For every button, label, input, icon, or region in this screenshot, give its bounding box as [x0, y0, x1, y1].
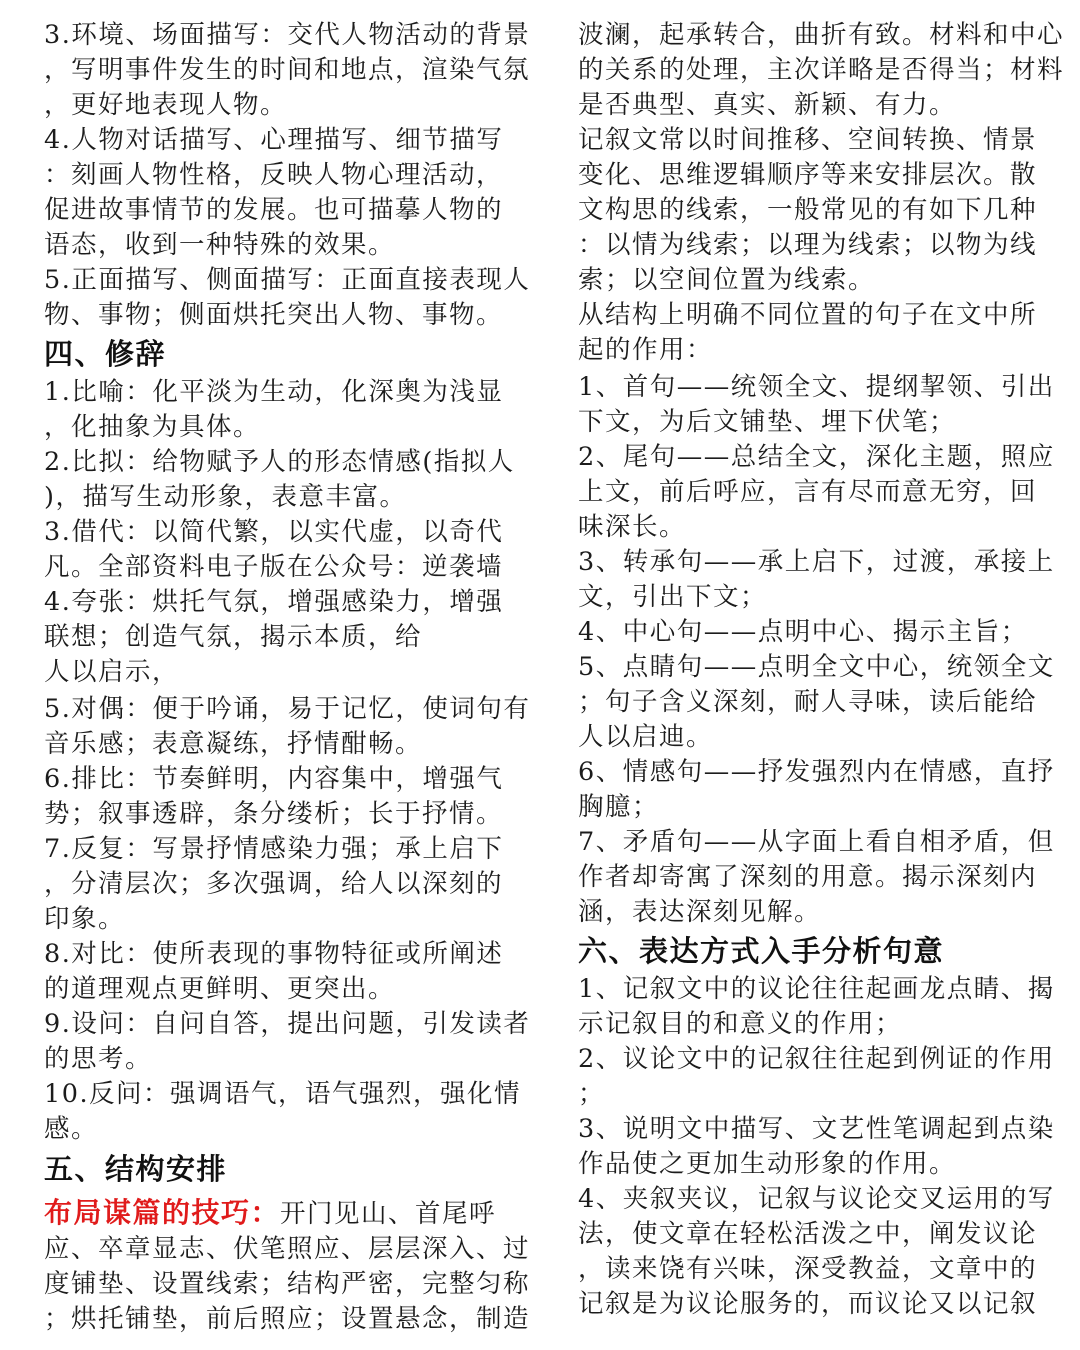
text-line: 起的作用：: [578, 335, 714, 365]
text-line: 凡。全部资料电子版在公众号：逆袭墙: [44, 552, 504, 582]
text-line: )，描写生动形象，表意丰富。: [44, 482, 407, 512]
text-line: 下文，为后文铺垫、埋下伏笔；: [578, 407, 957, 437]
text-line: 的关系的处理，主次详略是否得当；材料: [578, 55, 1065, 85]
text-line: 2、议论文中的记叙往往起到例证的作用: [578, 1044, 1055, 1074]
text-line: 2.比拟：给物赋予人的形态情感(指拟人: [44, 447, 515, 477]
text-line: 印象。: [44, 904, 126, 934]
text-line: ；: [578, 1079, 606, 1109]
layout-tips-text: 开门见山、首尾呼: [280, 1199, 497, 1229]
layout-tips-label: 布局谋篇的技巧：: [44, 1196, 281, 1229]
text-line: 3、说明文中描写、文艺性笔调起到点染: [578, 1114, 1055, 1144]
text-line: 1、记叙文中的议论往往起画龙点睛、揭: [578, 974, 1055, 1004]
text-line: 6、情感句——抒发强烈内在情感，直抒: [578, 757, 1055, 787]
text-line: 4.人物对话描写、心理描写、细节描写: [44, 125, 504, 155]
text-line: 5、点睛句——点明全文中心，统领全文: [578, 652, 1055, 682]
text-line: 记叙是为议论服务的，而议论又以记叙: [578, 1289, 1038, 1319]
text-line: 4.夸张：烘托气氛，增强感染力，增强: [44, 587, 504, 617]
text-line: 1、首句——统领全文、提纲挈领、引出: [578, 372, 1055, 402]
text-line: 作者却寄寓了深刻的用意。揭示深刻内: [578, 862, 1038, 892]
text-line: 5.正面描写、侧面描写：正面直接表现人: [44, 265, 531, 295]
section-heading-expression: 六、表达方式入手分析句意: [578, 934, 945, 968]
text-line: 促进故事情节的发展。也可描摹人物的: [44, 195, 504, 225]
section-heading-rhetoric: 四、修辞: [44, 337, 167, 371]
layout-tips-line: [44, 1195, 496, 1230]
text-line: ，读来饶有兴味，深受教益，文章中的: [578, 1254, 1038, 1284]
text-line: 索；以空间位置为线索。: [578, 265, 876, 295]
text-line: 5.对偶：便于吟诵，易于记忆，使词句有: [44, 694, 531, 724]
text-line: 4、中心句——点明中心、揭示主旨；: [578, 617, 1028, 647]
text-line: 法，使文章在轻松活泼之中，阐发议论: [578, 1219, 1038, 1249]
text-line: 物、事物；侧面烘托突出人物、事物。: [44, 300, 504, 330]
text-line: 涵，表达深刻见解。: [578, 897, 822, 927]
text-line: ：刻画人物性格，反映人物心理活动，: [44, 160, 504, 190]
text-line: 变化、思维逻辑顺序等来安排层次。散: [578, 160, 1038, 190]
text-line: 的思考。: [44, 1044, 153, 1074]
text-line: ；烘托铺垫，前后照应；设置悬念，制造: [44, 1304, 531, 1334]
text-line: 音乐感；表意凝练，抒情酣畅。: [44, 729, 423, 759]
text-line: 味深长。: [578, 512, 687, 542]
text-line: ；句子含义深刻，耐人寻味，读后能给: [578, 687, 1038, 717]
text-line: 7、矛盾句——从字面上看自相矛盾，但: [578, 827, 1055, 857]
text-line: ，分清层次；多次强调，给人以深刻的: [44, 869, 504, 899]
text-line: 1.比喻：化平淡为生动，化深奥为浅显: [44, 377, 504, 407]
text-line: 2、尾句——总结全文，深化主题，照应: [578, 442, 1055, 472]
text-line: 从结构上明确不同位置的句子在文中所: [578, 300, 1038, 330]
text-line: 应、卒章显志、伏笔照应、层层深入、过: [44, 1234, 531, 1264]
text-line: 3、转承句——承上启下，过渡，承接上: [578, 547, 1055, 577]
text-line: 文构思的线索，一般常见的有如下几种: [578, 195, 1038, 225]
text-line: 记叙文常以时间推移、空间转换、情景: [578, 125, 1038, 155]
text-line: 3.环境、场面描写：交代人物活动的背景: [44, 20, 531, 50]
text-line: ：以情为线索；以理为线索；以物为线: [578, 230, 1038, 260]
text-line: ，写明事件发生的时间和地点，渲染气氛: [44, 55, 531, 85]
text-line: 3.借代：以简代繁，以实代虚，以奇代: [44, 517, 504, 547]
text-line: 感。: [44, 1114, 99, 1144]
text-line: 势；叙事透辟，条分缕析；长于抒情。: [44, 799, 504, 829]
text-line: 10.反问：强调语气，语气强烈，强化情: [44, 1079, 522, 1109]
text-line: 人以启示，: [44, 657, 180, 687]
section-heading-structure: 五、结构安排: [44, 1152, 228, 1186]
text-line: 文，引出下文；: [578, 582, 768, 612]
text-line: 8.对比：使所表现的事物特征或所阐述: [44, 939, 504, 969]
text-line: 胸臆；: [578, 792, 660, 822]
text-line: 9.设问：自问自答，提出问题，引发读者: [44, 1009, 531, 1039]
text-line: 语态，收到一种特殊的效果。: [44, 230, 396, 260]
text-line: ，化抽象为具体。: [44, 412, 261, 442]
text-line: 波澜，起承转合，曲折有致。材料和中心: [578, 20, 1065, 50]
text-line: 的道理观点更鲜明、更突出。: [44, 974, 396, 1004]
text-line: 6.排比：节奏鲜明，内容集中，增强气: [44, 764, 504, 794]
text-line: 是否典型、真实、新颖、有力。: [578, 90, 957, 120]
text-line: 4、夹叙夹议，记叙与议论交叉运用的写: [578, 1184, 1055, 1214]
text-line: 上文，前后呼应，言有尽而意无穷，回: [578, 477, 1038, 507]
text-line: 作品使之更加生动形象的作用。: [578, 1149, 957, 1179]
text-line: 人以启迪。: [578, 722, 714, 752]
text-line: 度铺垫、设置线索；结构严密，完整匀称: [44, 1269, 531, 1299]
text-line: 示记叙目的和意义的作用；: [578, 1009, 903, 1039]
text-line: 联想；创造气氛，揭示本质，给: [44, 622, 423, 652]
text-line: 7.反复：写景抒情感染力强；承上启下: [44, 834, 504, 864]
text-line: ，更好地表现人物。: [44, 90, 288, 120]
